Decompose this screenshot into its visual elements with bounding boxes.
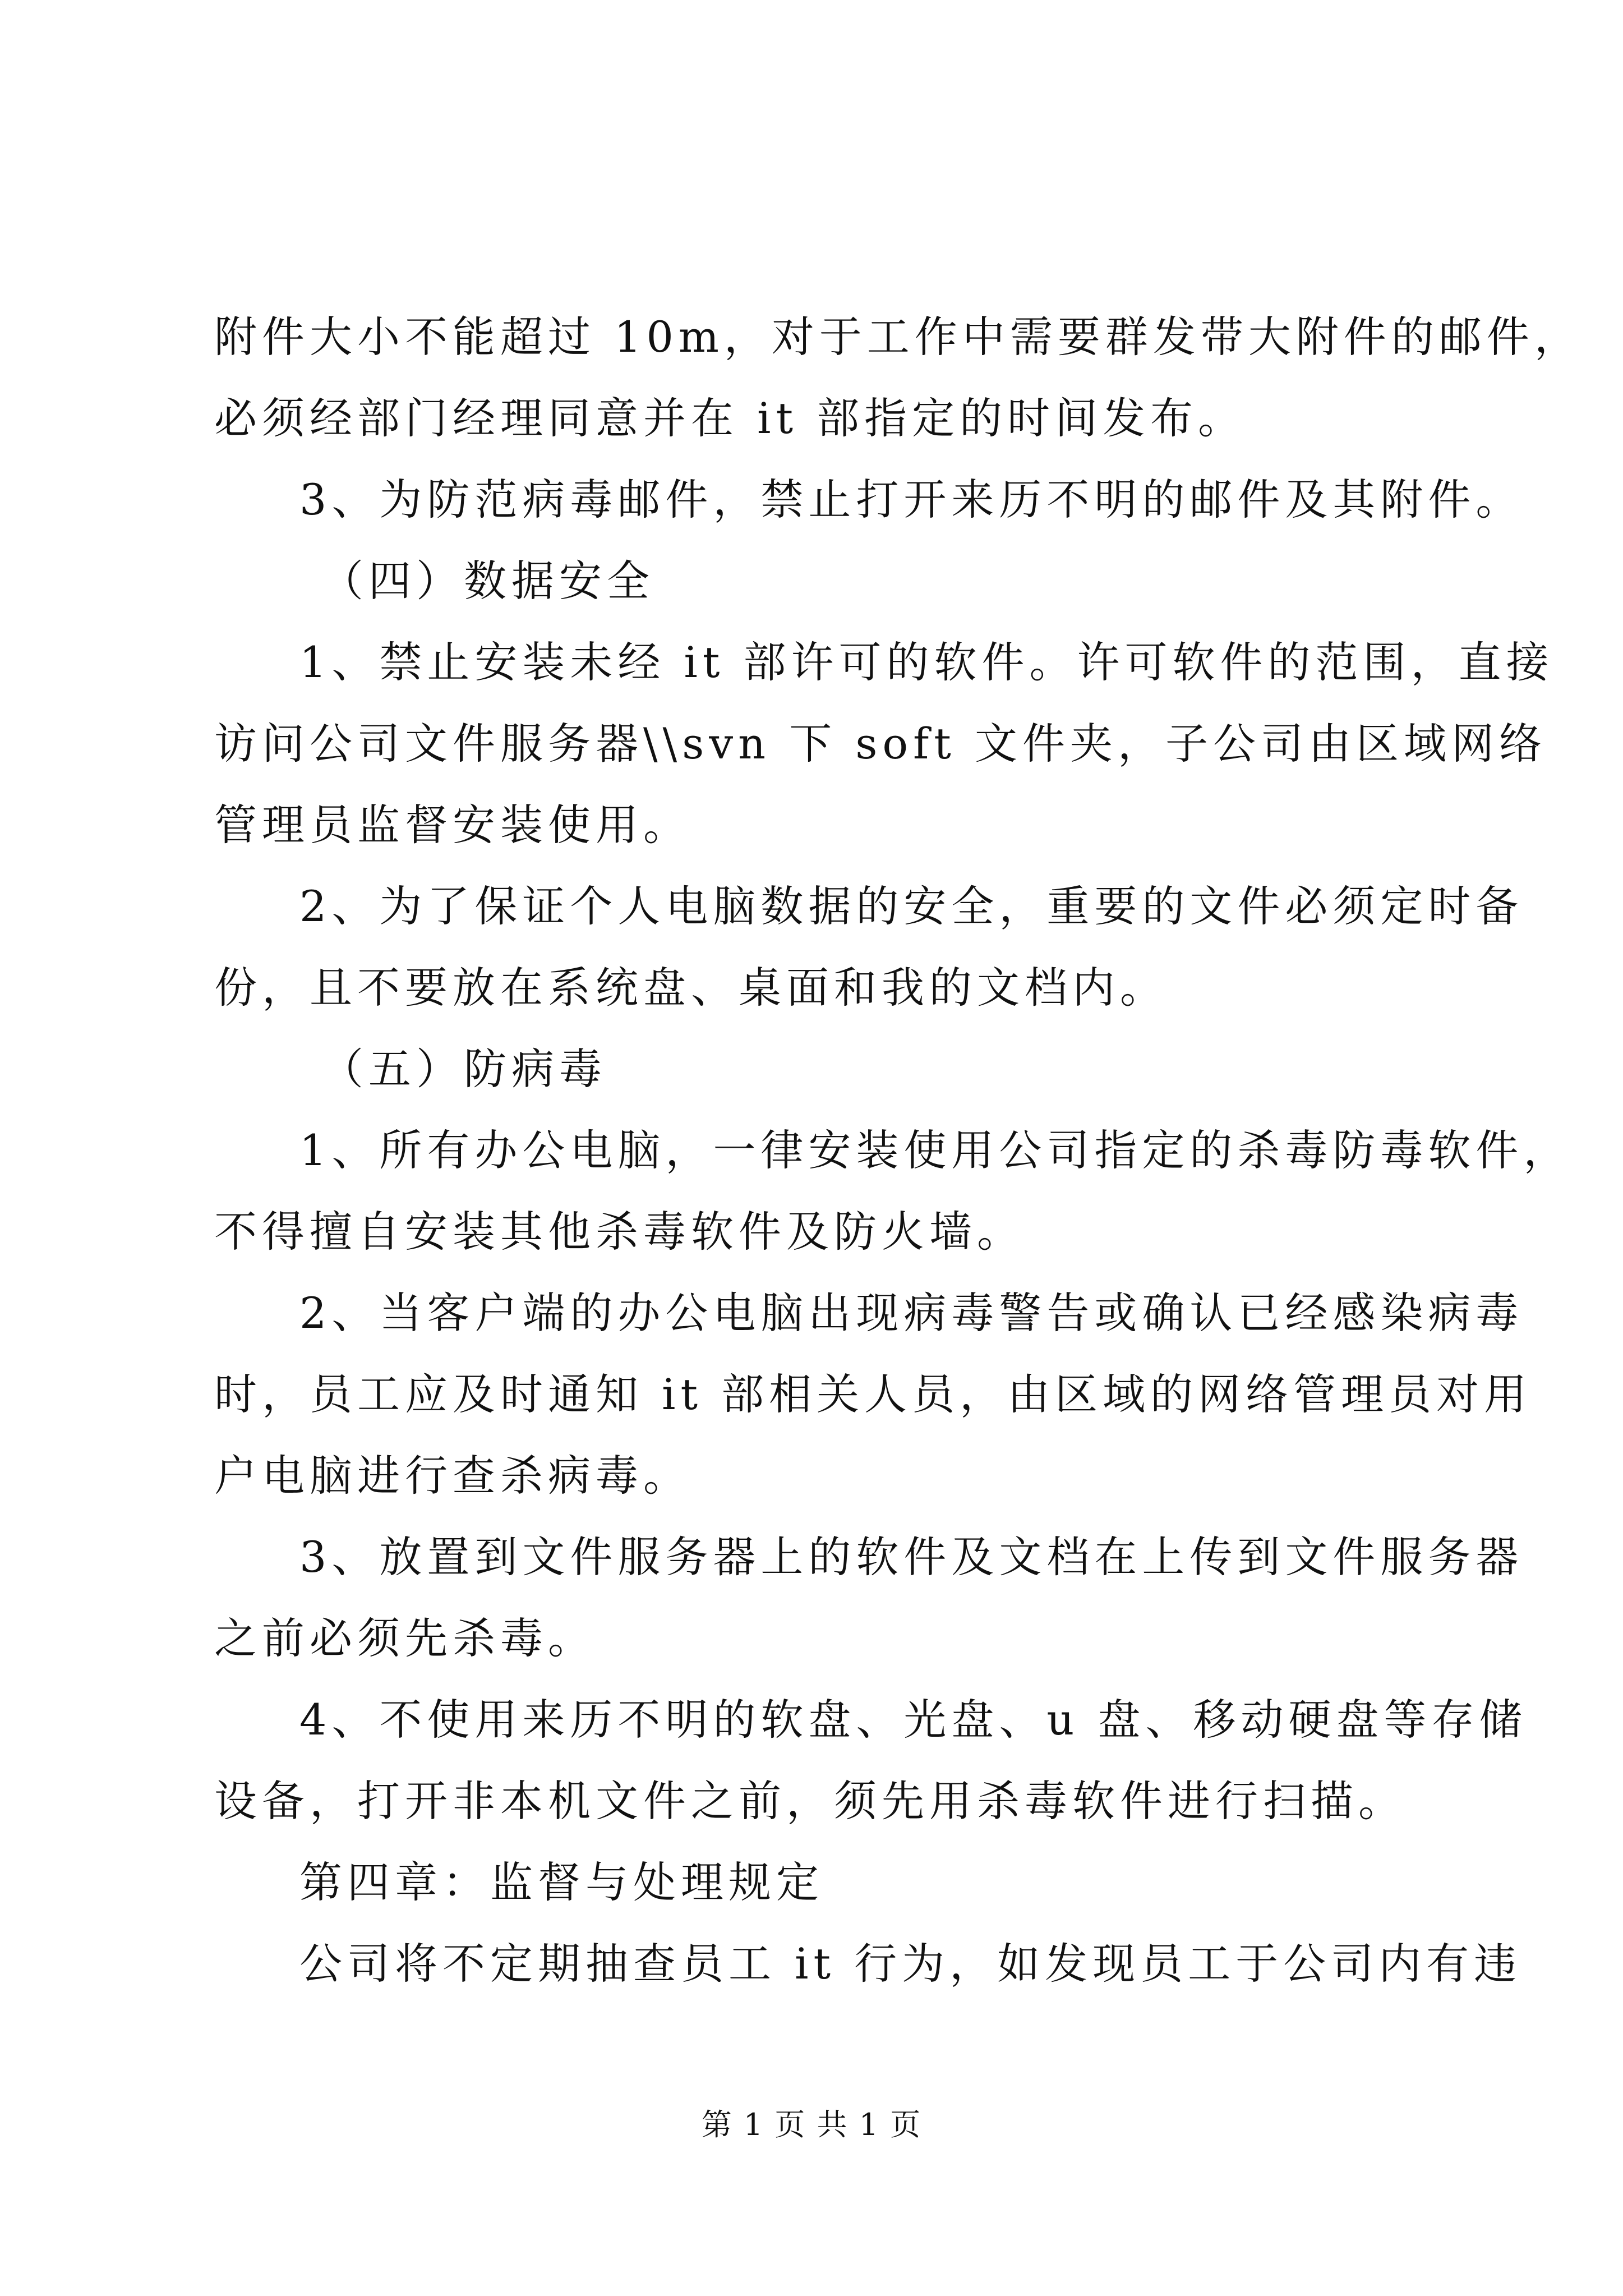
paragraph-line: 户电脑进行查杀病毒。 [214, 1451, 691, 1501]
page-number-footer: 第 1 页 共 1 页 [701, 2107, 922, 2142]
paragraph-line: 2、当客户端的办公电脑出现病毒警告或确认已经感染病毒 [299, 1288, 1524, 1338]
paragraph-line: 附件大小不能超过 10m，对于工作中需要群发带大附件的邮件， [214, 312, 1582, 362]
paragraph-line: 不得擅自安装其他杀毒软件及防火墙。 [214, 1207, 1025, 1257]
paragraph-line: 公司将不定期抽查员工 it 行为，如发现员工于公司内有违 [299, 1939, 1522, 1989]
paragraph-line: 管理员监督安装使用。 [214, 800, 691, 850]
paragraph-line: 设备，打开非本机文件之前，须先用杀毒软件进行扫描。 [214, 1776, 1406, 1826]
paragraph-line: 3、为防范病毒邮件，禁止打开来历不明的邮件及其附件。 [299, 475, 1524, 524]
paragraph-line: 2、为了保证个人电脑数据的安全，重要的文件必须定时备 [299, 881, 1524, 931]
paragraph-line: 份，且不要放在系统盘、桌面和我的文档内。 [214, 963, 1168, 1013]
paragraph-line: 1、禁止安装未经 it 部许可的软件。许可软件的范围，直接 [299, 637, 1554, 687]
paragraph-line: 4、不使用来历不明的软盘、光盘、u 盘、移动硬盘等存储 [299, 1695, 1527, 1745]
paragraph-line: 之前必须先杀毒。 [214, 1613, 596, 1663]
paragraph-line: 访问公司文件服务器\\svn 下 soft 文件夹，子公司由区域网络 [214, 719, 1547, 769]
document-body [214, 296, 1582, 2004]
paragraph-line: 1、所有办公电脑，一律安装使用公司指定的杀毒防毒软件， [299, 1125, 1571, 1175]
paragraph-line: 3、放置到文件服务器上的软件及文档在上传到文件服务器 [299, 1532, 1524, 1582]
section-heading: （五）防病毒 [321, 1044, 607, 1094]
paragraph-line: 必须经部门经理同意并在 it 部指定的时间发布。 [214, 393, 1246, 443]
paragraph-line: 时，员工应及时通知 it 部相关人员，由区域的网络管理员对用 [214, 1369, 1532, 1419]
section-heading: （四）数据安全 [321, 556, 654, 606]
chapter-heading: 第四章：监督与处理规定 [299, 1857, 824, 1907]
